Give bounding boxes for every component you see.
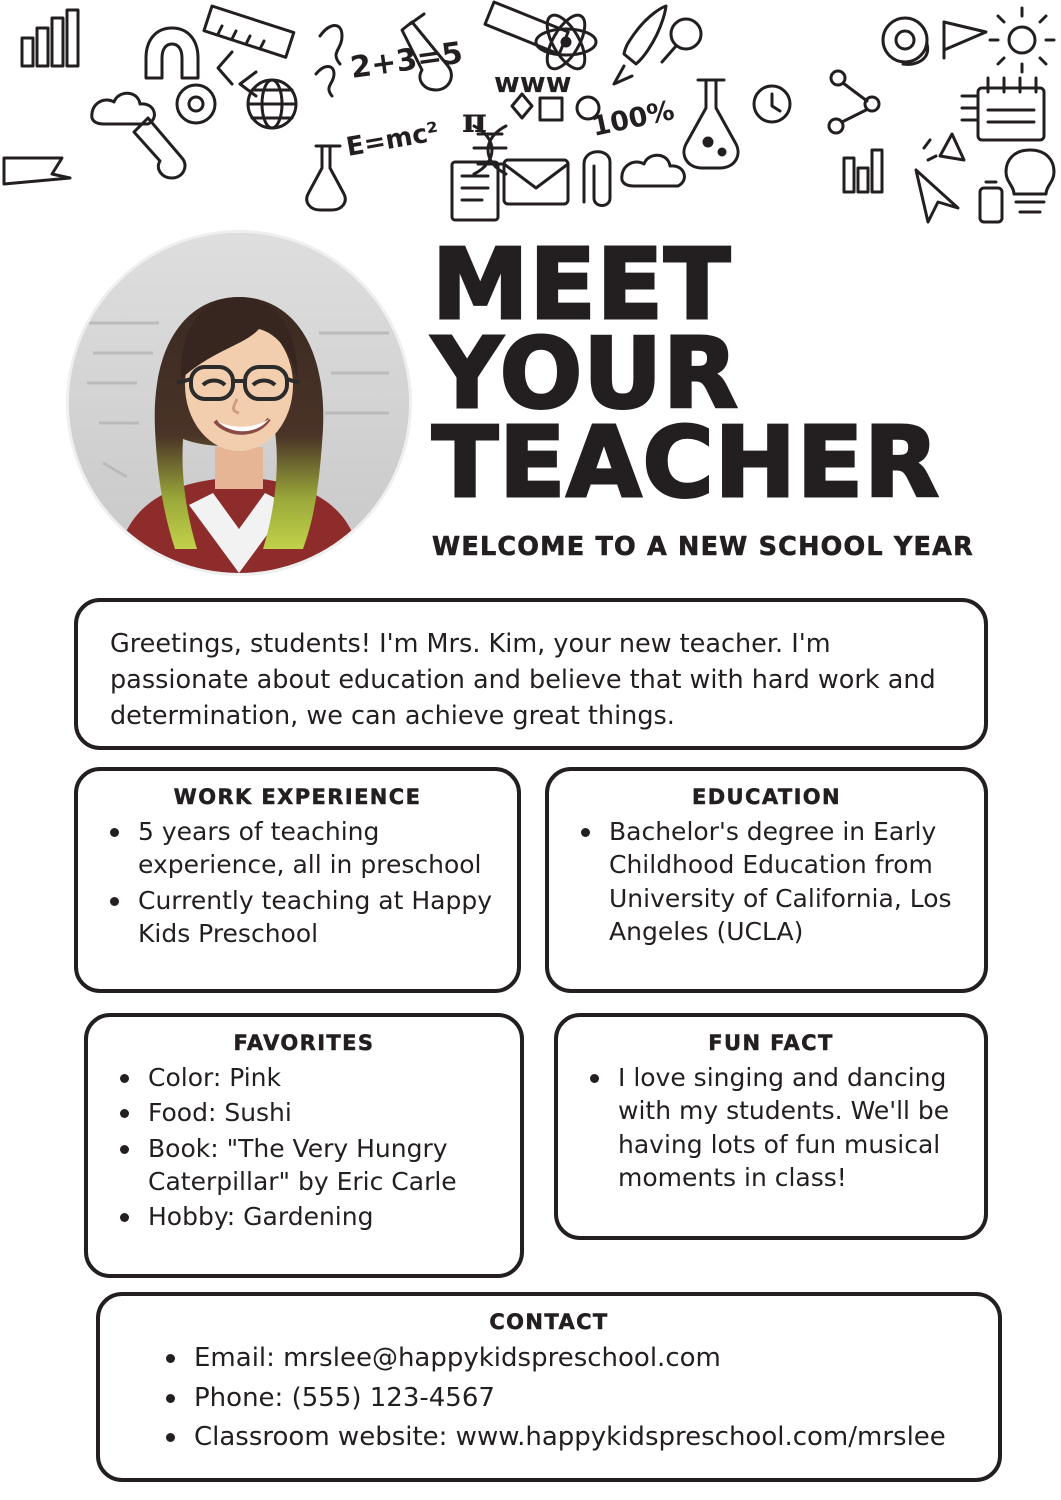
bracket-icon <box>240 72 256 96</box>
pennant-icon <box>944 22 986 58</box>
at-sign-icon <box>883 18 928 64</box>
bar-chart-icon <box>844 150 882 192</box>
list-item: Hobby: Gardening <box>142 1200 520 1233</box>
book-icon <box>452 162 498 220</box>
contact-title: CONTACT <box>489 1310 609 1334</box>
doodle-text-www: www <box>494 66 572 99</box>
fun-fact-list <box>558 1061 984 1194</box>
page-header <box>0 222 1061 582</box>
work-experience-title: WORK EXPERIENCE <box>173 785 422 809</box>
education-title: EDUCATION <box>691 785 842 809</box>
favorites-card <box>84 1013 524 1278</box>
dashes-icon <box>962 96 976 120</box>
battery-icon <box>980 182 1002 222</box>
letters-icon <box>316 26 342 97</box>
intro-card <box>74 598 988 750</box>
arrow-icon <box>924 134 964 160</box>
contact-website[interactable]: Classroom website: www.happykidspreschool.com/mrslee <box>188 1419 998 1457</box>
list-item: Book: "The Very Hungry Caterpillar" by Eric Carle <box>142 1132 520 1199</box>
fun-fact-title: FUN FACT <box>708 1031 834 1055</box>
list-item: Color: Pink <box>142 1061 520 1094</box>
bar-chart-icon <box>22 10 78 66</box>
doodle-text-equation: 2+3=5 <box>348 35 465 86</box>
page-title-line2: TEACHER <box>432 406 940 520</box>
paperclip-icon <box>584 152 610 206</box>
sun-icon <box>990 8 1054 72</box>
test-tube-icon <box>134 118 185 178</box>
favorites-list <box>88 1061 520 1233</box>
contact-card <box>96 1292 1002 1482</box>
contact-list <box>100 1340 998 1457</box>
doodle-text-pi: π <box>462 101 487 141</box>
work-experience-card <box>74 767 521 993</box>
doodle-header-band <box>0 0 1061 240</box>
list-item: 5 years of teaching experience, all in preschool <box>132 815 517 882</box>
favorites-title: FAVORITES <box>233 1031 375 1055</box>
beaker-icon <box>307 146 346 210</box>
search-icon <box>662 19 701 62</box>
chevron-icon <box>218 52 232 84</box>
title-block <box>432 228 1032 562</box>
work-experience-list <box>78 815 517 950</box>
list-item: Food: Sushi <box>142 1096 520 1129</box>
intro-text: Greetings, students! I'm Mrs. Kim, your new teacher. I'm passionate about education and believe that with hard work and determination, we can achieve great things. <box>110 629 936 732</box>
rocket-icon <box>614 6 666 84</box>
cursor-icon <box>916 170 958 222</box>
teacher-photo <box>66 230 412 576</box>
flask-icon <box>684 80 738 168</box>
page-subtitle: WELCOME TO A NEW SCHOOL YEAR <box>432 531 974 562</box>
fun-fact-card <box>554 1013 988 1240</box>
dna-icon <box>474 126 506 174</box>
contact-phone[interactable]: Phone: (555) 123-4567 <box>188 1380 998 1418</box>
avatar <box>69 233 409 573</box>
list-item: Currently teaching at Happy Kids Preschool <box>132 884 517 951</box>
molecule-icon <box>829 71 879 133</box>
page-title <box>432 228 1032 520</box>
education-card <box>545 767 988 993</box>
contact-email[interactable]: Email: mrslee@happykidspreschool.com <box>188 1340 998 1378</box>
doodle-text-emc2: E=mc² <box>344 117 442 163</box>
ruler-icon <box>485 2 568 54</box>
cloud-icon <box>622 155 685 186</box>
shapes-icon <box>512 94 599 120</box>
at-sign-icon <box>177 85 215 123</box>
list-item: Bachelor's degree in Early Childhood Education from University of California, Los Angeles (UCLA) <box>603 815 984 948</box>
magnet-icon <box>146 28 198 78</box>
speech-bubble-icon <box>4 158 70 184</box>
page-title-line1: MEET YOUR <box>432 228 739 431</box>
list-item: I love singing and dancing with my students. We'll be having lots of fun musical moments in class! <box>612 1061 984 1194</box>
globe-icon <box>248 80 296 128</box>
ruler-icon <box>204 6 294 57</box>
education-list <box>549 815 984 948</box>
doodle-text-percent: 100% <box>589 95 678 143</box>
envelope-icon <box>504 160 568 204</box>
clock-icon <box>754 86 790 122</box>
notebook-icon <box>978 78 1044 140</box>
atom-icon <box>536 10 596 75</box>
lightbulb-icon <box>1006 150 1054 212</box>
